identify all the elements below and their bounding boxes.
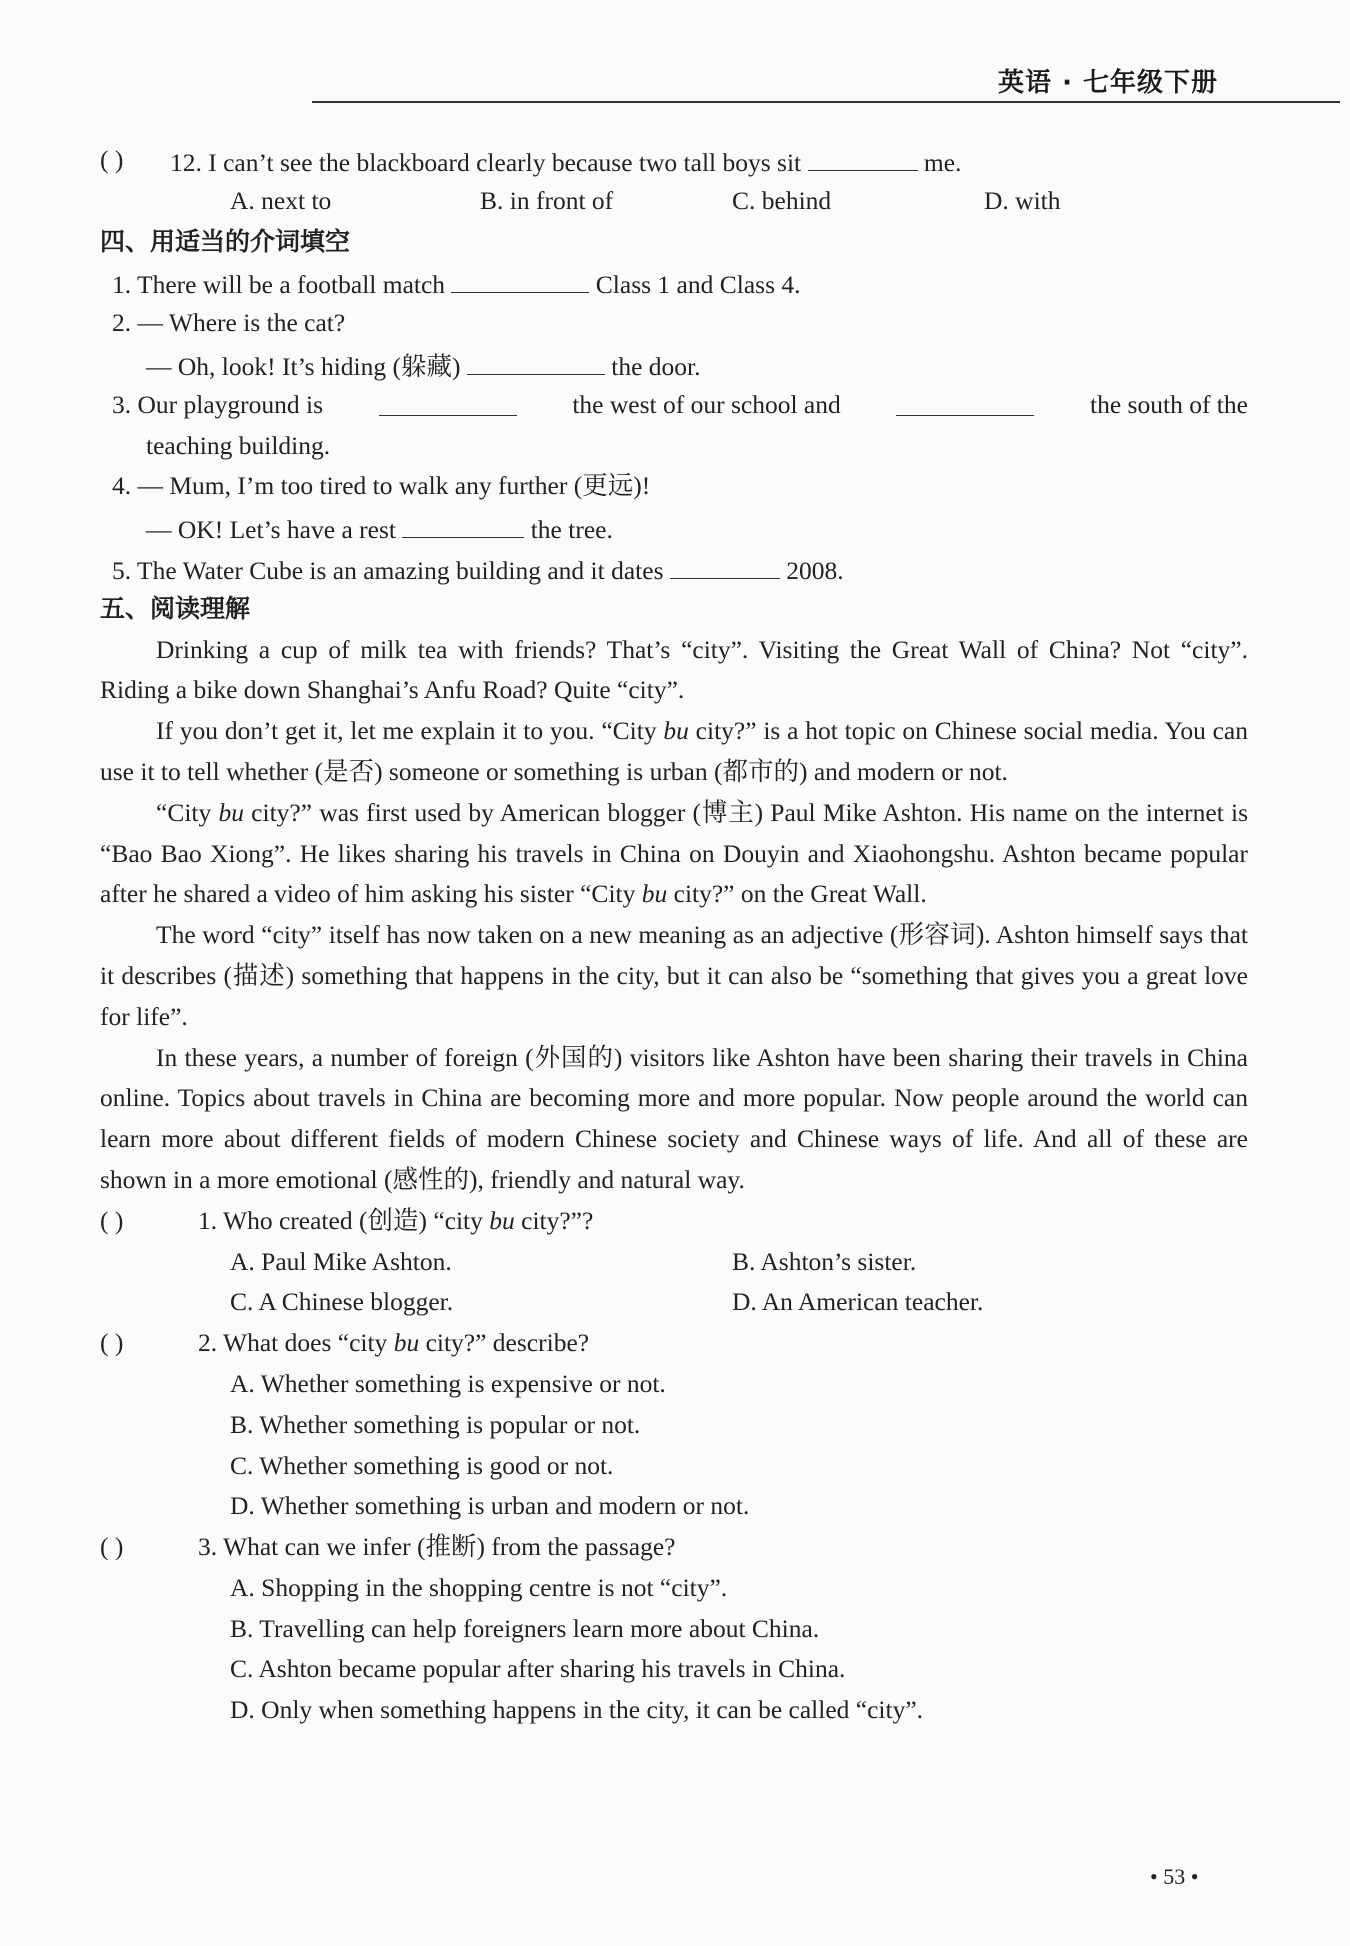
option-d: D. Whether something is urban and modern or not. [230,1491,750,1521]
option-b: B. Ashton’s sister. [732,1246,917,1276]
answer-blank[interactable] [379,385,517,416]
answer-paren[interactable]: ( ) [100,145,124,174]
italic-word: bu [641,879,668,909]
reading-question-3-option-d [100,1690,1248,1731]
answer-blank[interactable] [451,262,589,293]
reading-question-1 [100,1201,1248,1242]
reading-question-2-option-d [100,1486,1248,1527]
text-run: city?” on the Great Wall. [667,879,927,909]
option-b: B. Whether something is popular or not. [230,1409,641,1439]
text-run: 2. What does “city [198,1328,394,1358]
text-run: 1. Who created (创造) “city [198,1205,490,1235]
text-run: city?” is a hot topic on Chinese social media. You can use it to tell whether (是否) someone or something is urban (都市的) and modern or not. [100,716,1248,786]
question-12 [100,140,1248,181]
reading-question-3-option-b [100,1609,1248,1650]
option-b: B. in front of [480,185,614,215]
option-a: A. next to [230,185,332,215]
fill-item-3 [100,385,1248,426]
question-stem: 3. What can we infer (推断) from the passage? [198,1532,676,1562]
answer-paren[interactable]: ( ) [100,1205,124,1235]
item-text: teaching building. [146,430,331,460]
answer-paren[interactable]: ( ) [100,1532,124,1562]
option-d: D. An American teacher. [732,1287,984,1317]
item-text: Class 1 and Class 4. [589,270,801,300]
italic-word: bu [393,1328,420,1358]
option-b: B. Travelling can help foreigners learn more about China. [230,1613,820,1643]
fill-item-2 [100,303,1248,344]
section-5-title: 五、阅读理解 [100,593,251,623]
header-rule [312,101,1340,103]
italic-word: bu [663,716,689,746]
question-12-options [100,181,1248,222]
item-text: — Oh, look! It’s hiding (躲藏) [146,351,467,381]
option-a: A. Shopping in the shopping centre is not “city”. [230,1572,728,1602]
reading-paragraph-5: In these years, a number of foreign (外国的) visitors like Ashton have been sharing their travels in China online. Topics about travels in China are becoming more and more popular. Now people around the world can learn more about different fields of modern Chinese society and Chinese ways of life. And all of these are shown in a more emotional (感性的), friendly and natural way. [100,1042,1248,1194]
reading-question-3 [100,1527,1248,1568]
item-text: 2. — Where is the cat? [112,308,346,338]
reading-question-3-option-c [100,1649,1248,1690]
reading-question-2-option-a [100,1364,1248,1405]
text-run: “City [156,797,219,827]
option-a: A. Paul Mike Ashton. [230,1246,452,1276]
option-a: A. Whether something is expensive or not. [230,1368,666,1398]
answer-blank[interactable] [670,548,780,579]
reading-question-1-options-ab [100,1242,1248,1283]
answer-blank[interactable] [402,507,524,538]
reading-paragraph-2 [100,711,1248,793]
fill-item-5 [100,548,1248,589]
italic-word: bu [489,1205,515,1235]
question-stem: 12. I can’t see the blackboard clearly because two tall boys sit [170,148,808,177]
fill-item-3-cont [100,426,1248,467]
fill-item-4 [100,466,1248,507]
item-text: — OK! Let’s have a rest [146,515,403,545]
answer-blank[interactable] [467,344,605,375]
item-text: the south of the [1090,389,1248,419]
page-content [100,140,1248,1731]
answer-blank[interactable] [896,385,1034,416]
item-text: 3. Our playground is [112,389,324,419]
fill-item-2-reply [100,344,1248,385]
option-c: C. Ashton became popular after sharing his travels in China. [230,1654,846,1684]
item-text: the tree. [524,515,613,545]
item-text: 4. — Mum, I’m too tired to walk any further (更远)! [112,471,651,501]
fill-item-1 [100,262,1248,303]
reading-paragraph-4: The word “city” itself has now taken on a new meaning as an adjective (形容词). Ashton himself says that it describes (描述) something that happens in the city, but it can also be “something that gives you a great love for life”. [100,920,1248,1031]
answer-paren[interactable]: ( ) [100,1328,124,1358]
option-d: D. with [984,185,1061,215]
item-text: 2008. [779,555,844,585]
option-d: D. Only when something happens in the city, it can be called “city”. [230,1695,924,1725]
reading-question-2-option-b [100,1405,1248,1446]
reading-question-3-option-a [100,1568,1248,1609]
item-text: 5. The Water Cube is an amazing building and it dates [112,555,670,585]
page-header-title: 英语 · 七年级下册 [998,68,1218,98]
item-text: 1. There will be a football match [112,270,452,300]
text-run: city?” was first used by American blogger (博主) Paul Mike Ashton. His name on the internet is “Bao Bao Xiong”. He likes sharing his travels in China on Douyin and Xiaohongshu. Ashton became popular after he shared a video of him asking his sister “City [100,797,1249,909]
item-text: the west of our school and [572,389,841,419]
option-c: C. Whether something is good or not. [230,1450,614,1480]
option-c: C. A Chinese blogger. [230,1287,454,1317]
section-4-title: 四、用适当的介词填空 [100,226,351,256]
reading-question-2 [100,1323,1248,1364]
text-run: city?” describe? [419,1328,590,1358]
answer-blank[interactable] [808,140,918,171]
reading-paragraph-3 [100,793,1248,915]
question-stem-end: me. [917,148,962,177]
reading-paragraph-1: Drinking a cup of milk tea with friends? That’s “city”. Visiting the Great Wall of China? Not “city”. Riding a bike down Shanghai’s Anfu Road? Quite “city”. [100,634,1248,705]
text-run: If you don’t get it, let me explain it to you. “City [156,716,664,746]
fill-item-4-reply [100,507,1248,548]
item-text: the door. [604,351,701,381]
italic-word: bu [218,797,244,827]
text-run: city?”? [514,1205,594,1235]
option-c: C. behind [732,185,832,215]
reading-question-1-options-cd [100,1282,1248,1323]
page-number: • 53 • [1150,1864,1199,1889]
reading-question-2-option-c [100,1446,1248,1487]
